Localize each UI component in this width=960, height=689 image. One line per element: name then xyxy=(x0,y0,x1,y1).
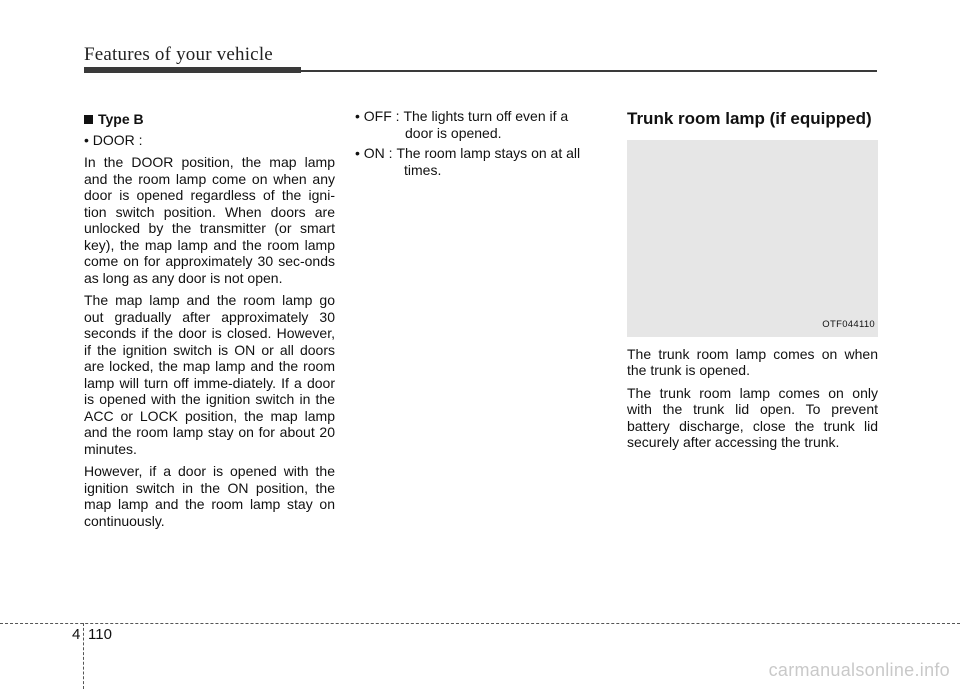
subhead-label: Type B xyxy=(98,111,144,127)
section-title: Trunk room lamp (if equipped) xyxy=(627,109,872,128)
figure-image xyxy=(627,140,878,337)
header-title: Features of your vehicle xyxy=(84,44,273,65)
bullet-off-text: The lights turn off even if a xyxy=(403,108,569,124)
footer-rule xyxy=(0,623,960,624)
paragraph: However, if a door is opened with the ignition switch in the ON position, the map lamp and the room lamp stay on continuously. xyxy=(84,463,335,529)
header-rule-thick xyxy=(84,67,301,73)
paragraph: The trunk room lamp comes on only with the trunk lid open. To prevent battery discharge, close the trunk lid securely after accessing the trunk. xyxy=(627,384,878,450)
column-right xyxy=(627,108,878,457)
header-rule-thin xyxy=(301,70,877,72)
bullet-door: • DOOR : xyxy=(84,131,143,148)
bullet-off-text-cont: door is opened. xyxy=(405,124,502,141)
bullet-on-text: The room lamp stays on at all xyxy=(396,145,581,161)
page-number: 110 xyxy=(88,626,112,643)
bullet-off-label: OFF : xyxy=(363,108,400,124)
column-left xyxy=(84,108,335,535)
paragraph: The map lamp and the room lamp go out gradually after approximately 30 seconds if the door is closed. However, if the ignition switch is ON or all doors are locked, the map lamp and the room lamp will turn off imme-diately. If a door is opened with the ignition switch in the ACC or LOCK position, the map lamp and the room lamp stay on for about 20 minutes. xyxy=(84,292,335,457)
bullet-on-text-cont: times. xyxy=(404,161,442,178)
bullet-off: • OFF : The lights turn off even if a door is opened. xyxy=(355,108,606,141)
footer-divider xyxy=(83,623,84,689)
bullet-door-label: DOOR : xyxy=(92,131,143,148)
bullet-on: • ON : The room lamp stays on at all times. xyxy=(355,145,606,178)
figure-code: OTF044110 xyxy=(822,319,875,330)
column-middle xyxy=(355,108,606,182)
bullet-on-label: ON : xyxy=(363,145,393,161)
subhead-type-b xyxy=(84,111,335,128)
chapter-number: 4 xyxy=(72,626,81,643)
paragraph: The trunk room lamp comes on when the trunk is opened. xyxy=(627,345,878,378)
paragraph: In the DOOR position, the map lamp and the room lamp come on when any door is opened regardless of the igni-tion switch position. When doors are unlocked by the transmitter (or smart key), the map lamp and the room lamp come on for approximately 30 sec-onds as long as any door is not open. xyxy=(84,154,335,286)
square-bullet-icon xyxy=(84,115,93,124)
watermark: carmanualsonline.info xyxy=(768,660,950,680)
